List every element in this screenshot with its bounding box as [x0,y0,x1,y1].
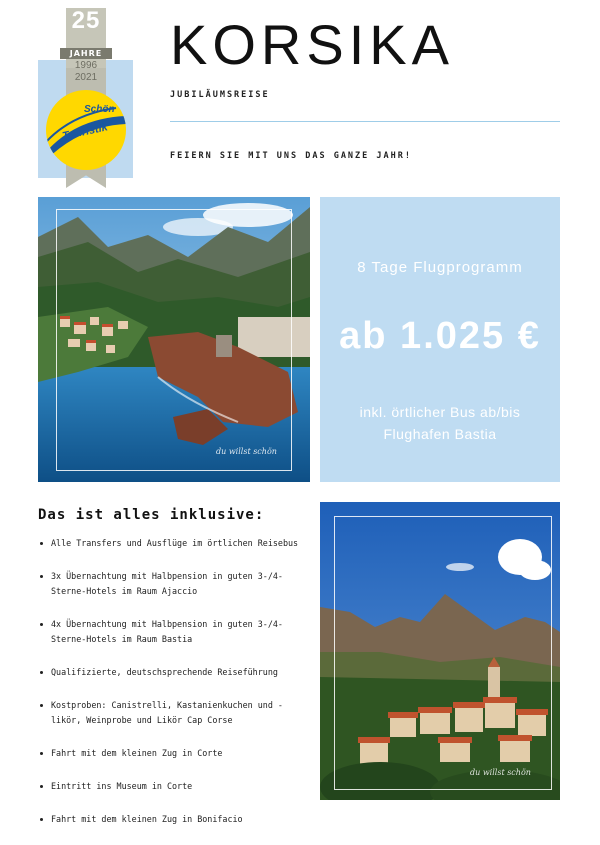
header-divider [170,121,560,122]
offer-program: 8 Tage Flugprogramm [357,259,523,276]
list-item: Fahrt mit dem kleinen Zug in Bonifacio [38,812,300,827]
badge-number: 25 [71,7,101,34]
badge-label: JAHRE [60,48,112,59]
list-item: 3x Übernachtung mit Halbpension in guten 3-/4-Sterne-Hotels im Raum Ajaccio [38,569,300,599]
list-item: Qualifizierte, deutschsprechende Reiseführung [38,665,300,680]
corsica-village-photo [320,502,560,800]
badge-years [66,60,106,84]
logo-text-line1: Schön [84,104,115,115]
photo-signature: du willst schön [216,447,277,456]
offer-note: inkl. örtlicher Bus ab/bis Flughafen Bastia [359,404,521,442]
list-item: 4x Übernachtung mit Halbpension in guten 3-/4-Sterne-Hotels im Raum Bastia [38,617,300,647]
corsica-coast-photo [38,197,310,482]
badge-year-from: 1996 [74,60,98,71]
page-subtitle: JUBILÄUMSREISE [170,90,270,100]
tagline: FEIERN SIE MIT UNS DAS GANZE JAHR! [170,151,412,161]
offer-price: ab 1.025 € [339,315,541,357]
list-item: Fahrt mit dem kleinen Zug in Corte [38,746,300,761]
photo-frame [56,209,292,471]
list-item: Eintritt ins Museum in Corte [38,779,300,794]
list-item: Alle Transfers und Ausflüge im örtlichen Reisebus [38,536,300,551]
photo-frame [334,516,552,790]
company-logo [46,90,126,170]
page-title: KORSIKA [170,13,454,76]
badge-top [66,8,106,68]
list-item: Kostproben: Canistrelli, Kastanienkuchen und -likör, Weinprobe und Likör Cap Corse [38,698,300,728]
logo-text-line2: Touristik [61,121,109,143]
offer-box [320,197,560,482]
badge-year-to: 2021 [74,72,98,83]
photo-signature: du willst schön [470,768,531,777]
inclusive-list [38,536,300,845]
anniversary-badge [38,8,133,188]
inclusive-heading: Das ist alles inklusive: [38,507,265,523]
